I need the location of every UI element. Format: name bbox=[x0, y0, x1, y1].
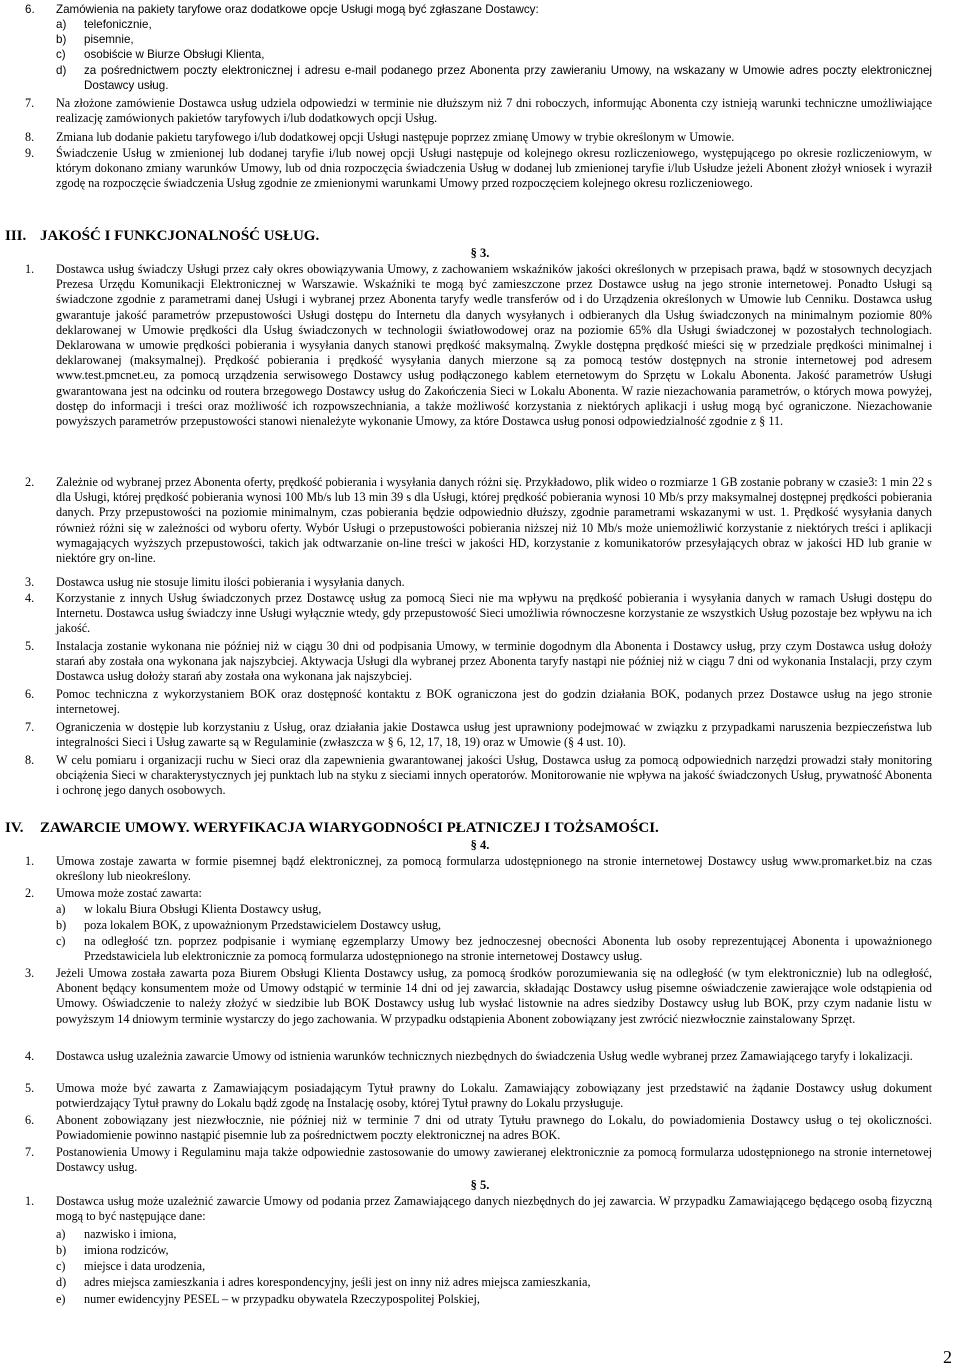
item-text: Zmiana lub dodanie pakietu taryfowego i/lub dodatkowej opcji Usługi następuje poprzez zmianę Umowy w trybie określonym w Umowie. bbox=[56, 130, 735, 144]
item-number: 6. bbox=[25, 1113, 35, 1127]
section-title: ZAWARCIE UMOWY. WERYFIKACJA WIARYGODNOŚCI PŁATNICZEJ I TOŻSAMOŚCI. bbox=[40, 820, 659, 836]
item-number: 4. bbox=[25, 1049, 35, 1063]
item-letter: d) bbox=[56, 64, 67, 77]
item-letter: b) bbox=[56, 918, 67, 932]
section-roman-numeral: IV. bbox=[5, 820, 24, 836]
s4-item-7 bbox=[25, 1145, 932, 1175]
item-text: miejsce i data urodzenia, bbox=[84, 1259, 206, 1273]
item-text: pisemnie, bbox=[84, 33, 134, 46]
item-text: adres miejsca zamieszkania i adres korespondencyjny, jeśli jest on inny niż adres miejsca zamieszkania, bbox=[84, 1275, 591, 1289]
item-text: Zależnie od wybranej przez Abonenta oferty, prędkość pobierania i wysyłania danych różni się. Przykładowo, plik wideo o rozmiarze 1 GB zostanie pobrany w czasie3: 1 min 22 s dla Usługi, której prędkość pobierania wynosi 100 Mb/s lub 13 min 39 s dla Usługi, której prędkość pobierania wynosi 10 Mb/s przy maksymalnej dostępnej prędkości pobierania danych. Przy przepustowości na poziomie minimalnym, czas pobierania będzie odpowiednio dłuższy, zgodnie parametrami wskazanymi w ust. 1. Prędkość wysyłania danych również różni się w zależności od wyboru oferty. Wybór Usługi o przepustowości pobierania niższej niż 10 Mb/s może uniemożliwić korzystanie z niektórych treści i aplikacji wymagających wyższych przepustowości, takich jak odtwarzanie on-line treści w jakości HD, korzystanie z komunikatorów przesyłających obraz w jakości HD lub granie w niektóre gry on-line. bbox=[56, 475, 932, 566]
s4-subitem-a bbox=[28, 902, 932, 917]
item-letter: b) bbox=[56, 1243, 67, 1257]
item-number: 3. bbox=[25, 966, 35, 980]
item-text: Dostawca usług świadczy Usługi przez cały okres obowiązywania Umowy, z zachowaniem wskaźników jakości określonych w przepisach prawa, bądź w stosownych decyzjach Prezesa Urzędu Komunikacji Elektronicznej w Warszawie. Wskaźniki te mogą być zamieszczone przez Dostawce usług na jego stronie internetowej. Ponadto Usługi są świadczone zgodnie z parametrami danej Usługi i wybranej przez Abonenta taryfy wedle transferów od i do Urządzenia określonych w Umowie lub Cenniku. Dostawca usług gwarantuje jakość parametrów przepustowości Usługi dostępu do Internetu dla danych wysyłanych i odbieranych dla Usług świadczonych na minimalnym poziomie 80% deklarowanej w Umowie prędkości dla Usług świadczonych w technologii światłowodowej oraz na poziomie 65% dla Usługi świadczonej w pozostałych technologiach. Deklarowana w umowie prędkości pobierania i wysyłania danych stanowi prędkość maksymalną. Zwykle dostępna prędkość mieści się w przedziale prędkości minimalnej i deklarowanej (maksymalnej). Prędkość pobierania i prędkość wysyłania danych mierzone są za pomocą testów dostępnych na stronie internetowej pod adresem www.test.pmcnet.eu, za pomocą urządzenia serwisowego Dostawcy usług podłączonego kablem eternetowym do Sprzętu w Lokalu Abonenta. Jakość parametrów Usługi gwarantowana jest na odcinku od routera brzegowego Dostawcy usług do Zakończenia Sieci w Lokalu Abonenta. W razie niezachowania parametrów, o których mowa powyżej, dostęp do informacji i treści oraz możliwość ich rozpowszechniania, a także możliwość korzystania z niektórych aplikacji i usług mogą być ograniczone. Niezachowanie powyższych parametrów przepustowości stanowi nienależyte wykonanie Umowy, za które Dostawca usług ponosi odpowiedzialność zgodnie z § 11. bbox=[56, 262, 932, 429]
item-text: Jeżeli Umowa została zawarta poza Biurem Obsługi Klienta Dostawcy usług, za pomocą środków porozumiewania się na odległość (w tym elektronicznie) lub na odległość, Abonent będący konsumentem może od Umowy odstąpić w terminie 14 dni od jej zawarcia, składając Dostawcy usług pisemne oświadczenie zawierające wole odstąpienia od Umowy. Oświadczenie to należy złożyć w siedzibie lub BOK Dostawcy usług lub wysłać listownie na adres siedziby Dostawcy usług lub BOK, przy czym nadanie listu w powyższym 14 dniowym terminie wystarczy do jego zachowania. W przypadku odstąpienia Abonent zobowiązany jest zwrócić niezwłocznie zainstalowany Sprzęt. bbox=[56, 966, 932, 1026]
s5-subitem-d bbox=[28, 1275, 932, 1290]
list-subitem-a bbox=[28, 17, 932, 32]
item-letter: e) bbox=[56, 1292, 66, 1306]
s4-item-4 bbox=[25, 1049, 932, 1064]
list-item-9 bbox=[25, 146, 932, 192]
s4-item-2 bbox=[25, 886, 932, 901]
item-text: Na złożone zamówienie Dostawca usług udziela odpowiedzi w terminie nie dłuższym niż 7 dni roboczych, informując Abonenta czy istnieją warunki techniczne umożliwiające realizację zamówionych pakietów taryfowych i/lub dodatkowych opcji Usług. bbox=[56, 96, 932, 126]
s5-item-1 bbox=[25, 1194, 932, 1224]
s4-item-1 bbox=[25, 854, 932, 884]
section-roman-numeral: III. bbox=[5, 228, 27, 244]
s5-subitem-a bbox=[28, 1227, 932, 1242]
item-number: 4. bbox=[25, 591, 35, 605]
item-number: 5. bbox=[25, 1081, 35, 1095]
item-number: 5. bbox=[25, 639, 35, 653]
item-text: W celu pomiaru i organizacji ruchu w Sieci oraz dla zapewnienia gwarantowanej jakości Usług, Dostawca usług za pomocą odpowiednich narzędzi prowadzi stały monitoring obciążenia Sieci w charakterystycznych jej punktach lub na styku z sieciami innych operatorów. Monitorowanie nie wpływa na jakość świadczonych Usług, prywatność Abonenta i ochronę jego danych osobowych. bbox=[56, 753, 932, 798]
item-text: poza lokalem BOK, z upoważnionym Przedstawicielem Dostawcy usług, bbox=[84, 918, 442, 932]
item-text: na odległość tzn. poprzez podpisanie i wymianę egzemplarzy Umowy bez jednoczesnej obecności Abonenta lub osoby reprezentującej Abonenta i upoważnionego Przedstawiciela lub elektronicznie za pomocą formularza udostępnionego na stronie internetowej Dostawcy usług. bbox=[84, 934, 932, 964]
item-text: Świadczenie Usług w zmienionej lub dodanej taryfie i/lub nowej opcji Usługi następuje od kolejnego okresu rozliczeniowego, występującego po okresie rozliczeniowym, w którym dokonano zmiany warunków Umowy, lub od dnia rozpoczęcia świadczenia Usług w dodanej lub zmienionej taryfie i/lub Usłudze jeżeli Abonent złożył wniosek i wyraził zgodę na rozpoczęcie świadczenia Usług zgodnie ze zmienionymi warunkami Umowy przed rozpoczęciem kolejnego okresu rozliczeniowego. bbox=[56, 146, 932, 191]
list-subitem-b bbox=[28, 32, 932, 47]
item-text: Postanowienia Umowy i Regulaminu maja także odpowiednie zastosowanie do umowy zawieranej elektronicznie za pomocą formularza udostępnionego na stronie internetowej Dostawcy usług. bbox=[56, 1145, 932, 1175]
item-number: 6. bbox=[25, 687, 35, 701]
item-text: Instalacja zostanie wykonana nie później niż w ciągu 30 dni od podpisania Umowy, w terminie dogodnym dla Abonenta i Dostawcy usług, przy czym Dostawca usług dołoży starań aby została ona wykonana jak najszybciej. Aktywacja Usługi dla wybranej przez Abonenta taryfy nastąpi nie później niż w ciągu 7 dni od wykonania Instalacji, przy czym Dostawca usług dołoży starań aby została ona wykonana jak najszybciej. bbox=[56, 639, 932, 684]
item-text: telefonicznie, bbox=[84, 18, 152, 31]
item-text: numer ewidencyjny PESEL – w przypadku obywatela Rzeczypospolitej Polskiej, bbox=[84, 1292, 480, 1306]
list-item-8 bbox=[25, 130, 932, 145]
s3-item-6 bbox=[25, 687, 932, 717]
list-subitem-d bbox=[28, 63, 932, 93]
item-text: Dostawca usług może uzależnić zawarcie Umowy od podania przez Zamawiającego danych niezbędnych do jej zawarcia. W przypadku Zamawiającego będącego osobą fizyczną mogą to być następujące dane: bbox=[56, 1194, 932, 1224]
item-text: Ograniczenia w dostępie lub korzystaniu z Usług, oraz działania jakie Dostawca usług jest uprawniony podejmować w związku z przypadkami naruszenia bezpieczeństwa lub integralności Sieci i Usług zawarte są w Regulaminie (zwłaszcza w § 6, 12, 17, 18, 19) oraz w Umowie (§ 4 ust. 10). bbox=[56, 720, 932, 750]
item-text: za pośrednictwem poczty elektronicznej i adresu e-mail podanego przez Abonenta przy zawieraniu Umowy, na wskazany w Umowie adres poczty elektronicznej Dostawcy usług. bbox=[84, 64, 932, 93]
page-number: 2 bbox=[943, 1347, 952, 1367]
item-letter: a) bbox=[56, 1227, 66, 1241]
item-text: imiona rodziców, bbox=[84, 1243, 169, 1257]
item-number: 1. bbox=[25, 262, 35, 276]
item-number: 2. bbox=[25, 475, 35, 489]
item-number: 8. bbox=[25, 130, 35, 144]
item-number: 9. bbox=[25, 146, 35, 160]
item-number: 7. bbox=[25, 1145, 35, 1159]
s3-item-2 bbox=[25, 475, 932, 566]
s5-subitem-b bbox=[28, 1243, 932, 1258]
s3-item-5 bbox=[25, 639, 932, 685]
s5-subitem-c bbox=[28, 1259, 932, 1274]
s4-subitem-b bbox=[28, 918, 932, 933]
item-letter: c) bbox=[56, 1259, 66, 1273]
item-number: 2. bbox=[25, 886, 35, 900]
s3-item-8 bbox=[25, 753, 932, 799]
item-letter: a) bbox=[56, 18, 67, 31]
item-letter: b) bbox=[56, 33, 67, 46]
list-item-7 bbox=[25, 96, 932, 126]
paragraph-mark-4: § 4. bbox=[470, 838, 490, 852]
s3-item-3 bbox=[25, 575, 932, 590]
item-text: Pomoc techniczna z wykorzystaniem BOK oraz dostępność kontaktu z BOK ograniczona jest do godzin działania BOK, podanych przez Dostawce usług na jego stronie internetowej. bbox=[56, 687, 932, 717]
s4-item-6 bbox=[25, 1113, 932, 1143]
item-text: Dostawca usług nie stosuje limitu ilości pobierania i wysyłania danych. bbox=[56, 575, 405, 589]
list-subitem-c bbox=[28, 47, 932, 62]
item-text: Korzystanie z innych Usług świadczonych przez Dostawcę usług za pomocą Sieci nie ma wpływu na prędkość pobierania i wysyłania danych w ramach Usługi dostępu do Internetu. Dostawca usług świadczy inne Usługi wyłącznie wtedy, gdy przepustowość Sieci umożliwia równoczesne korzystanie ze wszystkich Usług pozostaje bez wpływu na ich jakość. bbox=[56, 591, 932, 636]
item-text: w lokalu Biura Obsługi Klienta Dostawcy usług, bbox=[84, 902, 322, 916]
item-text: Umowa zostaje zawarta w formie pisemnej bądź elektronicznej, za pomocą formularza udostępnionego na stronie internetowej Dostawcy usług www.promarket.biz na czas określony lub nieokreślony. bbox=[56, 854, 932, 884]
item-text: Zamówienia na pakiety taryfowe oraz dodatkowe opcje Usługi mogą być zgłaszane Dostawcy: bbox=[56, 3, 539, 16]
s4-item-3 bbox=[25, 966, 932, 1027]
item-text: Umowa może zostać zawarta: bbox=[56, 886, 202, 900]
item-text: Abonent zobowiązany jest niezwłocznie, nie później niż w terminie 7 dni od utraty Tytułu prawnego do Lokalu, do powiadomienia Dostawcy usług o tej okoliczności. Powiadomienie powinno nastąpić pisemnie lub za pośrednictwem poczty elektronicznej na adres BOK. bbox=[56, 1113, 932, 1143]
paragraph-mark-3: § 3. bbox=[470, 246, 490, 260]
item-number: 1. bbox=[25, 1194, 35, 1208]
item-number: 7. bbox=[25, 96, 35, 110]
section-title: JAKOŚĆ I FUNKCJONALNOŚĆ USŁUG. bbox=[40, 228, 320, 244]
s3-item-1 bbox=[25, 262, 932, 429]
item-text: Umowa może być zawarta z Zamawiającym posiadającym Tytuł prawny do Lokalu. Zamawiający zobowiązany jest przedstawić na żądanie Dostawcy usług dokument potwierdzający Tytuł prawny do Lokalu bądź zgodę na Instalację osoby, której Tytuł prawny do Lokalu przysługuje. bbox=[56, 1081, 932, 1111]
item-letter: c) bbox=[56, 48, 66, 61]
item-number: 8. bbox=[25, 753, 35, 767]
item-number: 1. bbox=[25, 854, 35, 868]
s4-subitem-c bbox=[28, 934, 932, 964]
item-text: nazwisko i imiona, bbox=[84, 1227, 177, 1241]
s5-subitem-e bbox=[28, 1292, 932, 1307]
item-number: 7. bbox=[25, 720, 35, 734]
item-number: 3. bbox=[25, 575, 35, 589]
item-number: 6. bbox=[25, 3, 35, 16]
s4-item-5 bbox=[25, 1081, 932, 1111]
item-letter: d) bbox=[56, 1275, 67, 1289]
item-letter: a) bbox=[56, 902, 66, 916]
paragraph-mark-5: § 5. bbox=[470, 1178, 490, 1192]
s3-item-4 bbox=[25, 591, 932, 637]
s3-item-7 bbox=[25, 720, 932, 750]
item-text: Dostawca usług uzależnia zawarcie Umowy od istnienia warunków technicznych niezbędnych do świadczenia Usług wedle wybranej przez Zamawiającego taryfy i lokalizacji. bbox=[56, 1049, 913, 1063]
item-text: osobiście w Biurze Obsługi Klienta, bbox=[84, 48, 265, 61]
list-item-6 bbox=[25, 2, 932, 17]
item-letter: c) bbox=[56, 934, 66, 948]
